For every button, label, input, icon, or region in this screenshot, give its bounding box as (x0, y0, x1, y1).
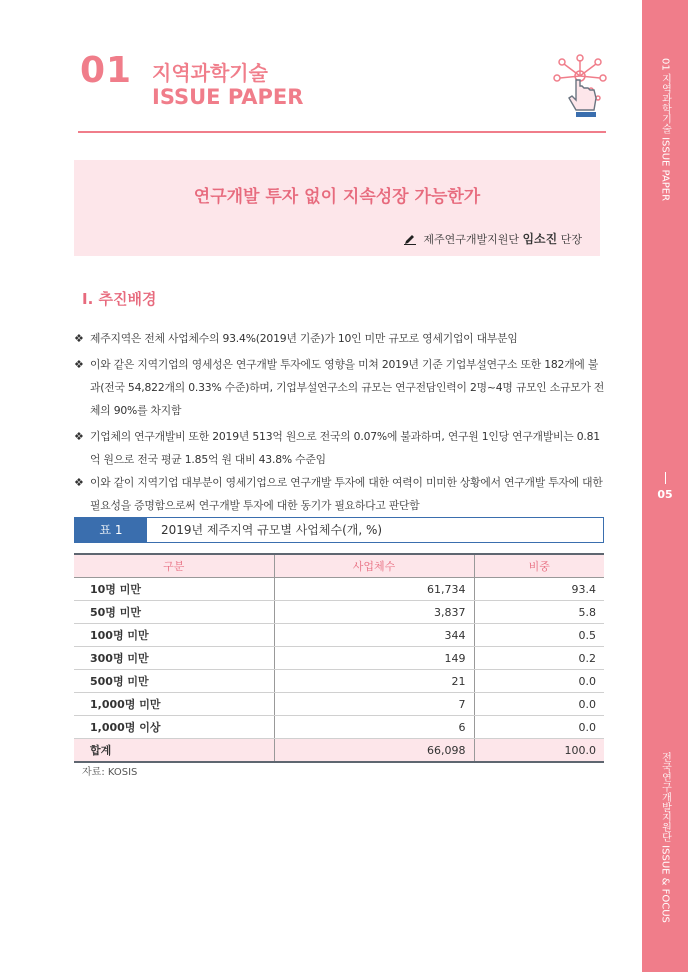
author-organization: 제주연구개발지원단 (423, 233, 519, 246)
section-number: 01 (80, 50, 133, 91)
author-name: 임소진 (522, 232, 558, 246)
bullet-item (74, 425, 608, 471)
header-title-korean: 지역과학기술 (152, 61, 268, 85)
row-share: 0.0 (474, 670, 604, 693)
page-number-text: 05 (657, 488, 673, 501)
bullet-text: 이와 같은 지역기업의 영세성은 연구개발 투자에도 영향을 미쳐 2019년 기준 기업부설연구소 또한 182개에 불과(전국 54,822개의 0.33% 수준)하며, 기업부설연구소의 규모는 연구전담인력이 2명~4명 규모인 소규모가 전체의 90%를 차지함 (90, 358, 605, 417)
author-line (404, 230, 582, 248)
row-category: 500명 미만 (74, 670, 274, 693)
diamond-bullet-icon: ❖ (74, 430, 84, 443)
table-row (74, 670, 604, 693)
row-count: 149 (274, 647, 474, 670)
sidebar-publication-title: 전국연구개발지원단 ISSUE & FOCUS (659, 752, 671, 923)
table-header-row (74, 554, 604, 578)
pen-icon (404, 233, 416, 248)
table-row (74, 716, 604, 739)
row-category: 1,000명 이상 (74, 716, 274, 739)
total-share: 100.0 (474, 739, 604, 763)
table-row (74, 601, 604, 624)
diamond-bullet-icon: ❖ (74, 476, 84, 489)
row-share: 93.4 (474, 578, 604, 601)
table-row (74, 693, 604, 716)
bullet-item (74, 353, 608, 422)
sidebar-section-title: 01 지역과학기술 ISSUE PAPER (659, 58, 671, 202)
business-count-table (74, 553, 604, 763)
total-label: 합계 (74, 739, 274, 763)
bullet-text: 기업체의 연구개발비 또한 2019년 513억 원으로 전국의 0.07%에 불과하며, 연구원 1인당 연구개발비는 0.81억 원으로 전국 평균 1.85억 원 대비 43.8% 수준임 (90, 430, 600, 466)
bullet-text: 제주지역은 전체 사업체수의 93.4%(2019년 기준)가 10인 미만 규모로 영세기업이 대부분임 (90, 332, 518, 345)
row-category: 50명 미만 (74, 601, 274, 624)
row-share: 0.5 (474, 624, 604, 647)
article-title: 연구개발 투자 없이 지속성장 가능한가 (193, 187, 481, 207)
row-count: 344 (274, 624, 474, 647)
table-label: 표 1 (75, 518, 147, 542)
diamond-bullet-icon: ❖ (74, 332, 84, 345)
row-count: 61,734 (274, 578, 474, 601)
section-heading: Ⅰ. 추진배경 (82, 290, 157, 308)
header-divider (78, 131, 606, 133)
row-count: 7 (274, 693, 474, 716)
diamond-bullet-icon: ❖ (74, 358, 84, 371)
table-row (74, 578, 604, 601)
article-title-box (74, 160, 600, 256)
table-caption-text: 2019년 제주지역 규모별 사업체수(개, %) (161, 523, 383, 537)
row-share: 0.0 (474, 693, 604, 716)
bullet-item (74, 327, 608, 350)
table-caption (74, 517, 604, 543)
author-role: 단장 (560, 233, 582, 246)
row-category: 300명 미만 (74, 647, 274, 670)
row-count: 21 (274, 670, 474, 693)
row-category: 100명 미만 (74, 624, 274, 647)
bullet-item (74, 471, 608, 517)
sidebar (642, 0, 688, 972)
table-row (74, 647, 604, 670)
row-share: 0.2 (474, 647, 604, 670)
row-count: 6 (274, 716, 474, 739)
table-row (74, 624, 604, 647)
table-total-row (74, 739, 604, 763)
row-category: 10명 미만 (74, 578, 274, 601)
row-count: 3,837 (274, 601, 474, 624)
row-share: 0.0 (474, 716, 604, 739)
column-header: 사업체수 (274, 554, 474, 578)
row-share: 5.8 (474, 601, 604, 624)
table-source: 자료: KOSIS (82, 767, 138, 778)
bullet-text: 이와 같이 지역기업 대부분이 영세기업으로 연구개발 투자에 대한 여력이 미미한 상황에서 연구개발 투자에 대한 필요성을 증명함으로써 연구개발 투자에 대한 동기가 필요하다고 판단함 (90, 476, 603, 512)
touch-network-icon (550, 50, 610, 122)
column-header: 비중 (474, 554, 604, 578)
page-number (642, 472, 688, 501)
column-header: 구분 (74, 554, 274, 578)
header-title-english: ISSUE PAPER (152, 85, 304, 109)
total-count: 66,098 (274, 739, 474, 763)
row-category: 1,000명 미만 (74, 693, 274, 716)
